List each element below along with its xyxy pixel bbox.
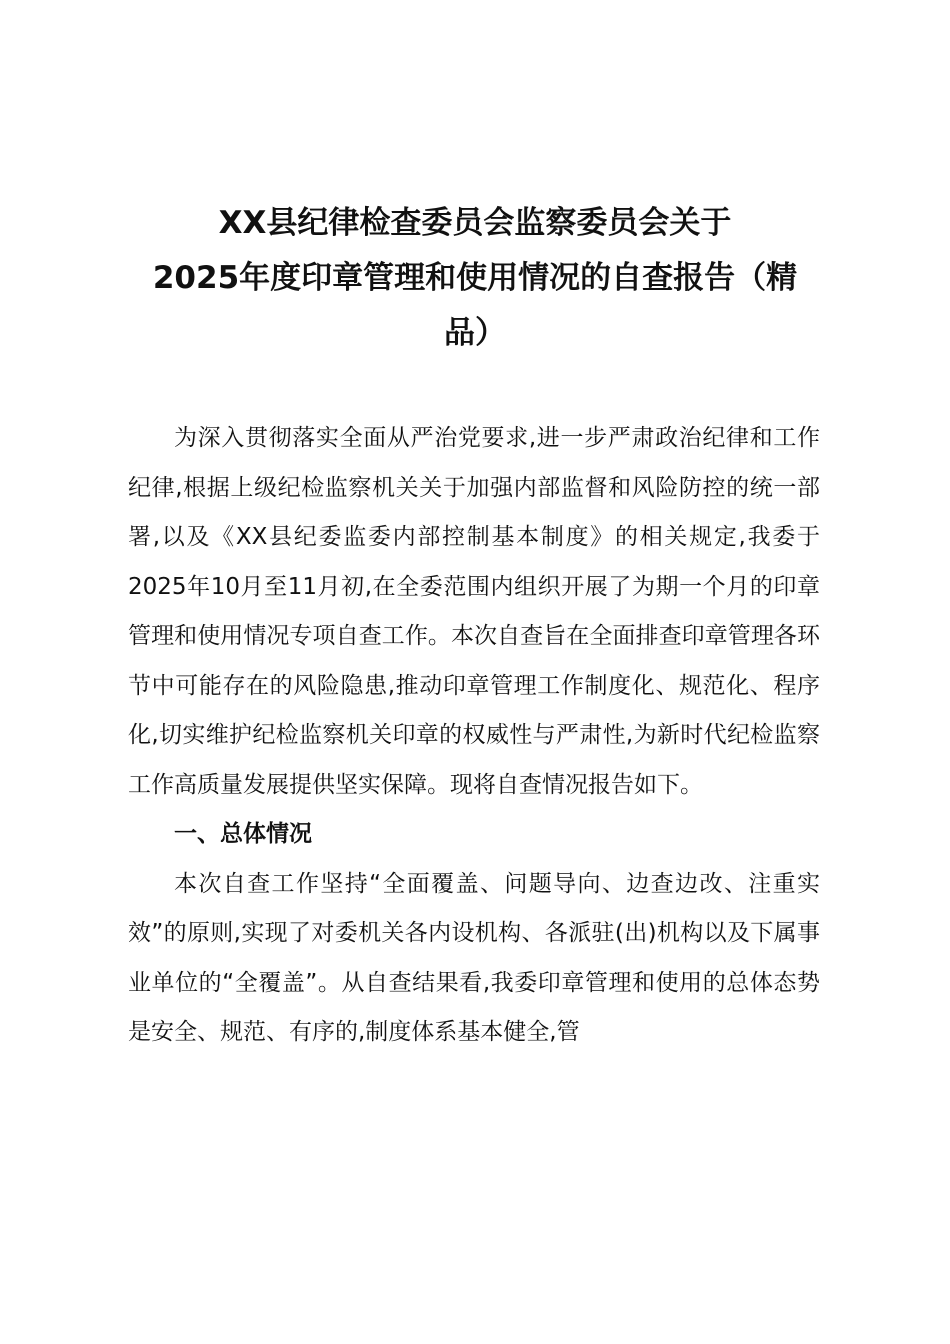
- document-body: [128, 414, 820, 1058]
- section-paragraph-overall: 本次自查工作坚持“全面覆盖、问题导向、边查边改、注重实效”的原则,实现了对委机关各内设机构、各派驻(出)机构以及下属事业单位的“全覆盖”。从自查结果看,我委印章管理和使用的总体态势是安全、规范、有序的,制度体系基本健全,管: [128, 870, 820, 1045]
- intro-paragraph: 为深入贯彻落实全面从严治党要求,进一步严肃政治纪律和工作纪律,根据上级纪检监察机关关于加强内部监督和风险防控的统一部署,以及《XX县纪委监委内部控制基本制度》的相关规定,我委于2025年10月至11月初,在全委范围内组织开展了为期一个月的印章管理和使用情况专项自查工作。本次自查旨在全面排查印章管理各环节中可能存在的风险隐患,推动印章管理工作制度化、规范化、程序化,切实维护纪检监察机关印章的权威性与严肃性,为新时代纪检监察工作高质量发展提供坚实保障。现将自查情况报告如下。: [128, 425, 820, 798]
- title-line-1: XX县纪律检查委员会监察委员会关于: [218, 205, 732, 241]
- title-line-3: 品）: [444, 315, 506, 351]
- title-line-2: 2025年度印章管理和使用情况的自查报告（精: [152, 260, 798, 296]
- document-title: [110, 196, 840, 361]
- section-heading-overall: 一、总体情况: [174, 821, 312, 847]
